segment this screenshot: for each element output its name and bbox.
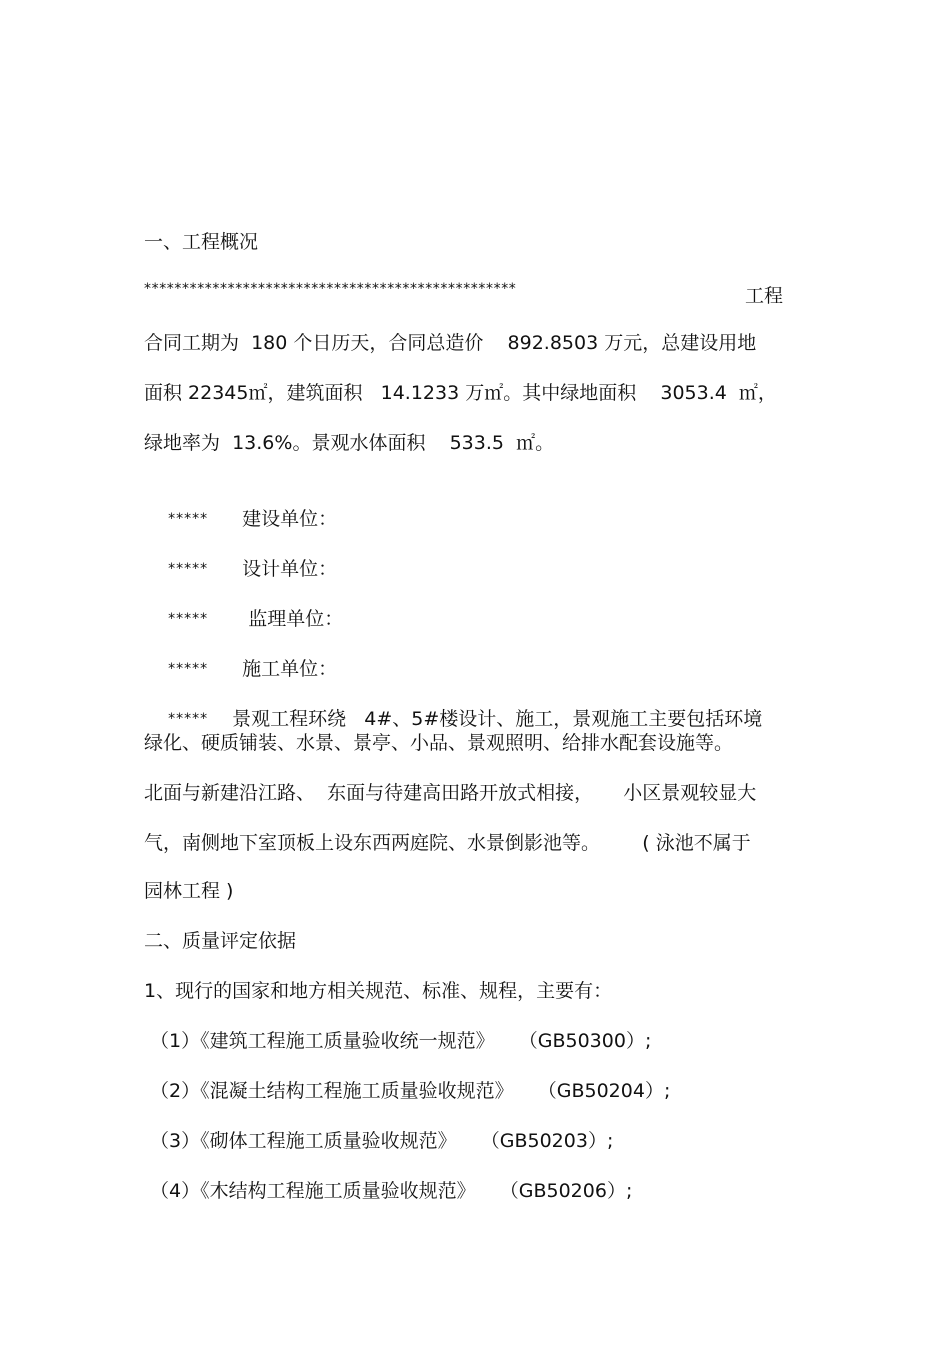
scope-line-3: 北面与新建沿江路、 东面与待建高田路开放式相接， 小区景观较显大 — [144, 782, 757, 804]
unit-name-mask: ***** — [168, 561, 209, 577]
scope-line-4: 气，南侧地下室顶板上设东西两庭院、水景倒影池等。 ( 泳池不属于 — [144, 832, 751, 854]
scope-line-5: 园林工程 ) — [144, 880, 234, 902]
unit-label: 施工单位： — [242, 658, 338, 680]
section-1-title: 一、工程概况 — [144, 231, 259, 253]
unit-label: 设计单位： — [242, 558, 338, 580]
overview-line-3: 绿地率为 13.6%。景观水体面积 533.5 ㎡。 — [144, 432, 555, 454]
unit-label: 建设单位： — [242, 508, 338, 530]
project-word: 工程 — [745, 285, 784, 307]
scope-line-2: 绿化、硬质铺装、水景、景亭、小品、景观照明、给排水配套设施等。 — [144, 732, 734, 754]
unit-name-mask: ***** — [168, 511, 209, 527]
overview-line-1: 合同工期为 180 个日历天，合同总造价 892.8503 万元，总建设用地 — [144, 332, 757, 354]
project-name-mask: ************************************************* — [144, 281, 517, 297]
scope-name-mask: ***** — [168, 711, 209, 727]
standard-item-3: （3）《砌体工程施工质量验收规范》 （GB50203）; — [150, 1130, 614, 1152]
standard-item-2: （2）《混凝土结构工程施工质量验收规范》 （GB50204）; — [150, 1080, 671, 1102]
standard-item-4: （4）《木结构工程施工质量验收规范》 （GB50206）; — [150, 1180, 633, 1202]
unit-label: 监理单位： — [242, 608, 344, 630]
section-2-title: 二、质量评定依据 — [144, 930, 297, 952]
standard-item-1: （1）《建筑工程施工质量验收统一规范》 （GB50300）; — [150, 1030, 652, 1052]
unit-name-mask: ***** — [168, 661, 209, 677]
scope-text: 景观工程环绕 4#、5#楼设计、施工，景观施工主要包括环境 — [232, 708, 763, 730]
unit-name-mask: ***** — [168, 611, 209, 627]
overview-line-2: 面积 22345㎡，建筑面积 14.1233 万㎡。其中绿地面积 3053.4 ㎡， — [144, 382, 777, 404]
basis-intro: 1、现行的国家和地方相关规范、标准、规程，主要有： — [144, 980, 613, 1002]
